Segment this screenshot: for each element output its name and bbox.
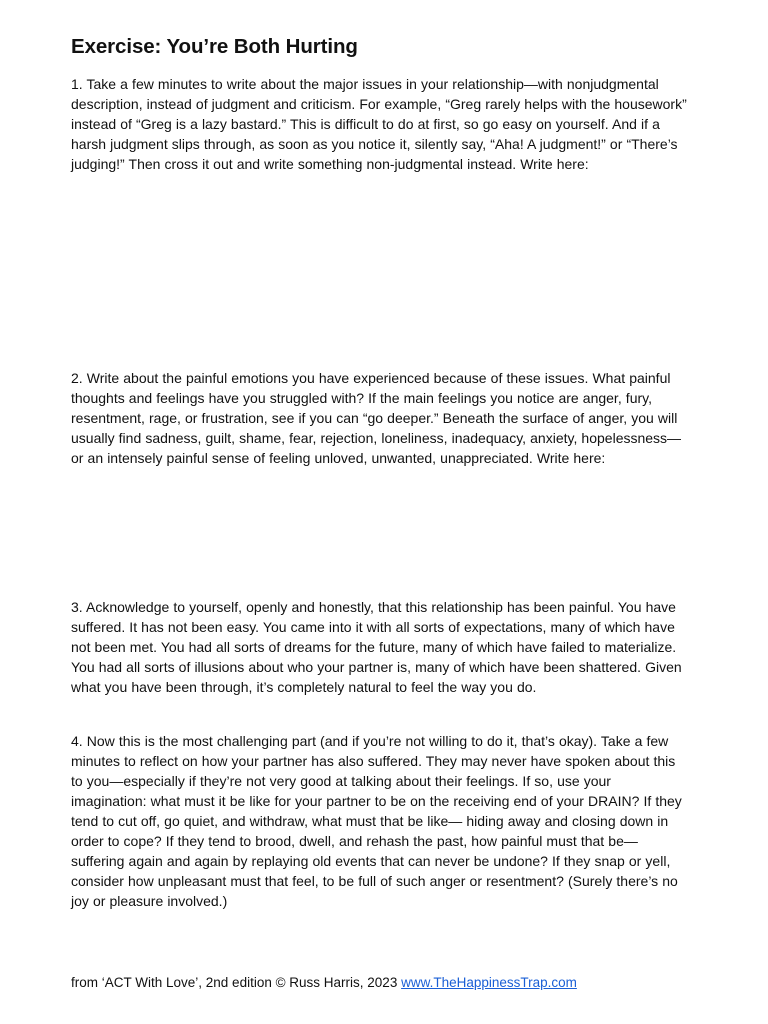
write-here-area-2[interactable] (71, 498, 687, 588)
footer-credit: from ‘ACT With Love’, 2nd edition © Russ Harris, 2023 (71, 975, 402, 990)
step-2-paragraph: 2. Write about the painful emotions you have experienced because of these issues. What painful thoughts and feelings have you struggled with? If the main feelings you notice are anger, fury, resentment, rage, or frustration, see if you can “go deeper.” Beneath the surface of anger, you will usually find sadness, guilt, shame, fear, rejection, loneliness, inadequacy, anxiety, hopelessness—or an intensely painful sense of feeling unloved, unwanted, unappreciated. Write here: (71, 370, 682, 466)
exercise-title: Exercise: You’re Both Hurting (71, 35, 358, 58)
step-1-paragraph: 1. Take a few minutes to write about the major issues in your relationship—with nonjudgmental description, instead of judgment and criticism. For example, “Greg rarely helps with the housework” instead of “Greg is a lazy bastard.” This is difficult to do at first, so go easy on yourself. And if a harsh judgment slips through, as soon as you notice it, silently say, “Aha! A judgment!” or “There’s judging!” Then cross it out and write something non-judgmental instead. Write here: (71, 76, 687, 172)
step-4-paragraph: 4. Now this is the most challenging part (and if you’re not willing to do it, that’s okay). Take a few minutes to reflect on how your partner has also suffered. They may never have spoken about this to you—especially if they’re not very good at talking about their feelings. If so, use your imagination: what must it be like for your partner to be on the receiving end of your DRAIN? If they tend to cut off, go quiet, and withdraw, what must that be like— hiding away and closing down in order to cope? If they tend to brood, dwell, and rehash the past, how painful must that be—suffering again and again by replaying old events that can never be undone? If they snap or yell, consider how unpleasant must that feel, to be full of such anger or resentment? (Surely there’s no joy or pleasure involved.) (71, 733, 682, 909)
website-link[interactable]: www.TheHappinessTrap.com (401, 975, 577, 990)
write-here-area-1[interactable] (71, 204, 687, 354)
step-3-paragraph: 3. Acknowledge to yourself, openly and honestly, that this relationship has been painful. You have suffered. It has not been easy. You came into it with all sorts of expectations, many of which have not been met. You had all sorts of dreams for the future, many of which have failed to materialize. You had all sorts of illusions about who your partner is, many of which have been shattered. Given what you have been through, it’s completely natural to feel the way you do. (71, 599, 682, 695)
worksheet-page (71, 34, 687, 909)
page-footer (71, 974, 577, 992)
